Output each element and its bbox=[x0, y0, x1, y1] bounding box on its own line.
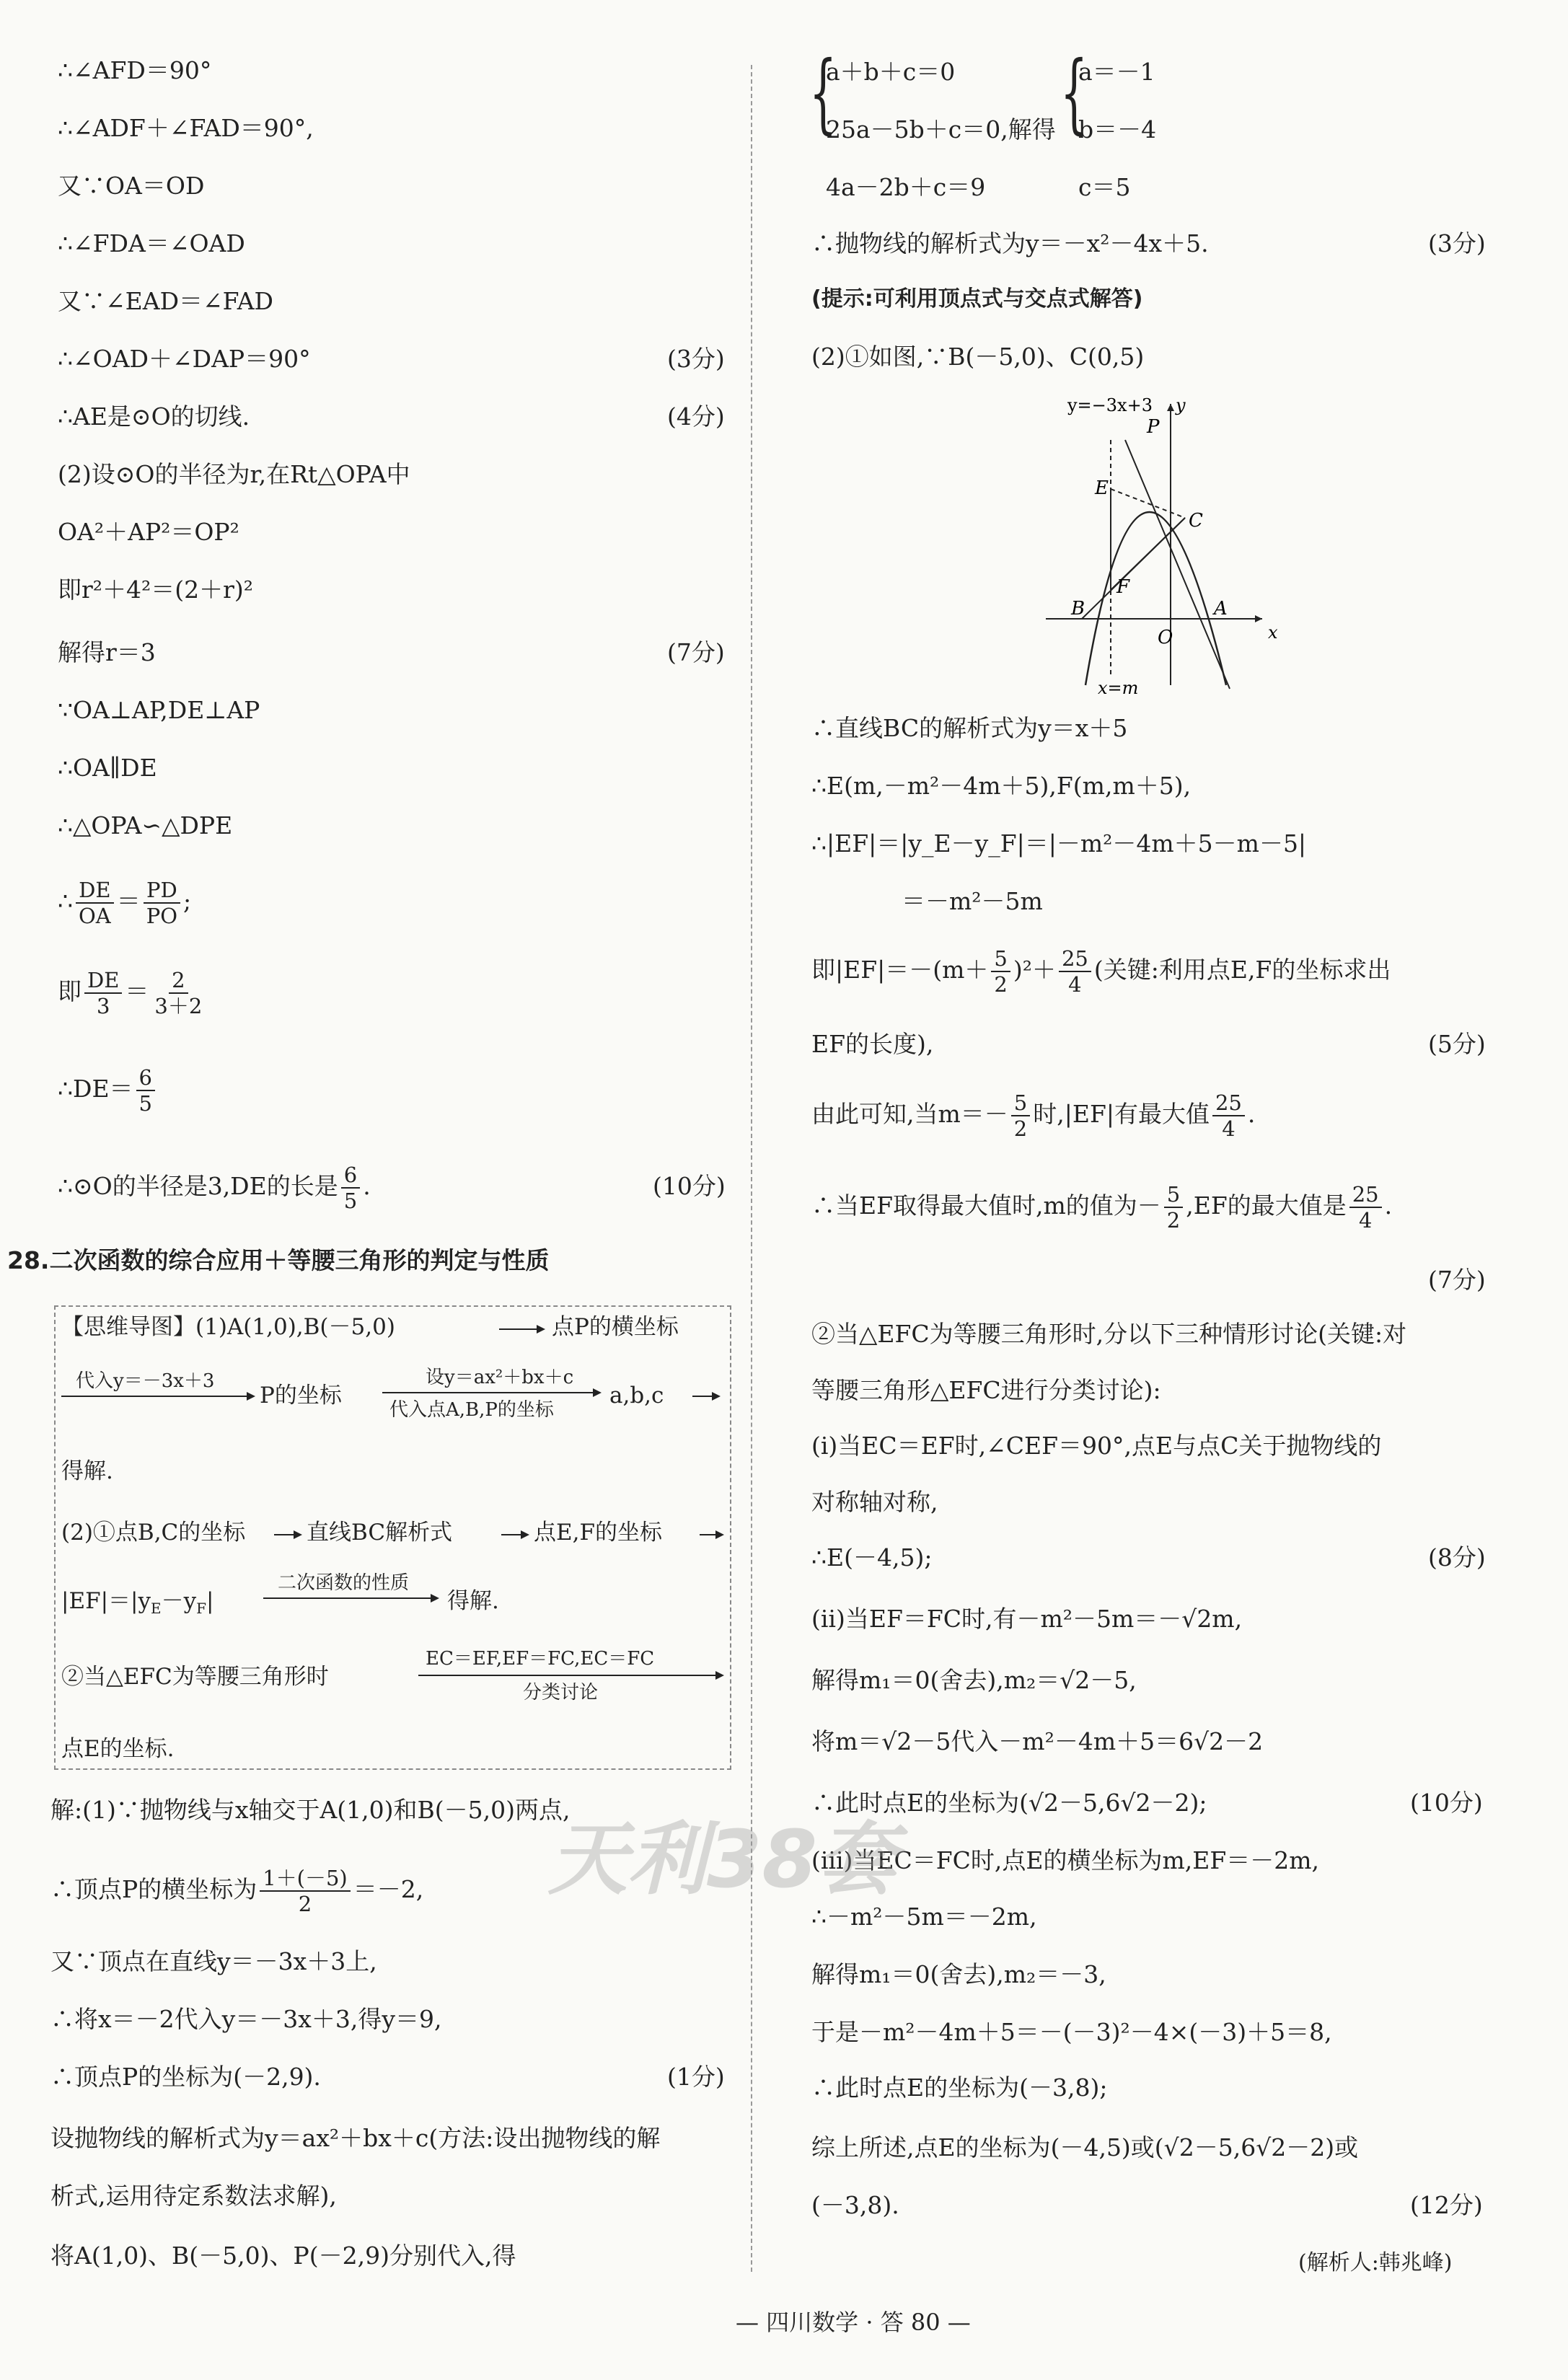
left-brace: { bbox=[1060, 43, 1088, 144]
solution-line: 析式,运用待定系数法求解), bbox=[50, 2182, 337, 2210]
solution-line: 解得m₁＝0(舍去),m₂＝－3, bbox=[811, 1960, 1106, 1988]
solution-line: 解得m₁＝0(舍去),m₂＝√2－5, bbox=[811, 1666, 1137, 1694]
point-E: E bbox=[1095, 477, 1109, 499]
proof-line-ratio: 即 $\frac{DE}{3}$ ＝ $\frac{2}{3+2}$ bbox=[58, 968, 203, 1018]
solution-line: ∴将x＝－2代入y＝－3x＋3,得y＝9, bbox=[50, 2005, 442, 2033]
solution-line: ∴顶点P的坐标为(－2,9). bbox=[50, 2063, 321, 2091]
mind-text: $|EF|=|y_E-y_F|$ bbox=[61, 1588, 214, 1618]
solution-line: ∴此时点E的坐标为(√2－5,6√2－2); bbox=[811, 1789, 1207, 1817]
proof-line-de: ∴DE＝ $\frac{6}{5}$ bbox=[58, 1060, 158, 1118]
solution-line: ∴此时点E的坐标为(－3,8); bbox=[811, 2073, 1108, 2102]
score-mark: (8分) bbox=[1428, 1543, 1486, 1572]
solution-line: ∴E(m,－m²－4m＋5),F(m,m＋5), bbox=[811, 772, 1192, 800]
score-mark: (7分) bbox=[1428, 1266, 1486, 1294]
solution-line: 将A(1,0)、B(－5,0)、P(－2,9)分别代入,得 bbox=[50, 2242, 516, 2270]
point-B: B bbox=[1071, 598, 1085, 620]
point-F: F bbox=[1116, 576, 1130, 598]
equation-line: a＋b＋c＝0 bbox=[826, 58, 956, 86]
solution-line: 设抛物线的解析式为y＝ax²＋bx＋c(方法:设出抛物线的解 bbox=[50, 2124, 661, 2152]
left-brace: { bbox=[809, 43, 837, 144]
xm-label: x=m bbox=[1098, 678, 1139, 698]
x-axis-label: x bbox=[1268, 622, 1278, 643]
watermark-logo: 天利38套 bbox=[548, 1813, 897, 1905]
arrow-label: EC＝EF,EF＝FC,EC＝FC bbox=[426, 1648, 655, 1670]
score-mark: (10分) bbox=[1410, 1789, 1483, 1817]
arrow-icon bbox=[61, 1396, 252, 1397]
solution-line: (ⅲ)当EC＝FC时,点E的横坐标为m,EF＝－2m, bbox=[811, 1846, 1320, 1874]
analyst-credit: (解析人:韩兆峰) bbox=[1298, 2250, 1453, 2275]
line-label: y=−3x+3 bbox=[1067, 395, 1153, 415]
solution-line: (ⅱ)当EF＝FC时,有－m²－5m＝－√2m, bbox=[811, 1605, 1243, 1633]
arrow-label: 代入y＝－3x＋3 bbox=[76, 1370, 215, 1392]
proof-line: ∴∠AFD＝90° bbox=[58, 56, 212, 84]
solution-line: (2)①如图,∵B(－5,0)、C(0,5) bbox=[811, 343, 1145, 371]
arrow-icon bbox=[700, 1534, 721, 1535]
score-mark: (12分) bbox=[1410, 2191, 1483, 2219]
proof-line: (2)设⊙O的半径为r,在Rt△OPA中 bbox=[58, 460, 410, 488]
proof-line: 又∵∠EAD＝∠FAD bbox=[58, 287, 273, 315]
solution-line: 由此可知,当m＝－ $\frac{5}{2}$ 时,|EF|有最大值 $\frac{25}{4}$ . bbox=[811, 1090, 1256, 1141]
arrow-icon bbox=[382, 1392, 599, 1393]
mind-text: (2)①点B,C的坐标 bbox=[61, 1520, 246, 1546]
point-A: A bbox=[1214, 598, 1228, 620]
mind-text: 点E的坐标. bbox=[61, 1736, 175, 1762]
mind-text: 点E,F的坐标 bbox=[534, 1520, 662, 1546]
solution-line: 于是－m²－4m＋5＝－(－3)²－4×(－3)＋5＝8, bbox=[811, 2018, 1332, 2046]
mind-text: 得解. bbox=[61, 1458, 113, 1484]
score-mark: (1分) bbox=[667, 2063, 725, 2091]
solution-line: ＝－m²－5m bbox=[902, 887, 1043, 915]
proof-line: ∴∠OAD＋∠DAP＝90° bbox=[58, 345, 311, 373]
solution-line: 对称轴对称, bbox=[811, 1488, 938, 1516]
mind-text: P的坐标 bbox=[260, 1383, 342, 1409]
mind-text: 直线BC解析式 bbox=[307, 1520, 453, 1546]
proof-line: 解得r＝3 bbox=[58, 638, 156, 666]
score-mark: (7分) bbox=[667, 638, 725, 666]
proof-line: ∴∠FDA＝∠OAD bbox=[58, 229, 245, 257]
equation-line: 4a－2b＋c＝9 bbox=[826, 173, 986, 201]
arrow-label: 代入点A,B,P的坐标 bbox=[389, 1399, 554, 1421]
proof-line: ∴△OPA∽△DPE bbox=[58, 811, 233, 839]
arrow-icon bbox=[499, 1328, 542, 1330]
page-footer: — 四川数学 · 答 80 — bbox=[736, 2309, 971, 2336]
solution-line: ∴－m²－5m＝－2m, bbox=[811, 1903, 1037, 1931]
proof-line: 又∵OA＝OD bbox=[58, 172, 205, 200]
solution-line: 等腰三角形△EFC进行分类讨论): bbox=[811, 1376, 1161, 1404]
solution-line: ∴E(－4,5); bbox=[811, 1543, 933, 1572]
question-28-title: 28.二次函数的综合应用＋等腰三角形的判定与性质 bbox=[7, 1246, 550, 1274]
mind-text: 得解. bbox=[447, 1588, 499, 1614]
solution-line: ∴当EF取得最大值时,m的值为－ $\frac{5}{2}$ ,EF的最大值是 $\frac{25}{4}$ . bbox=[811, 1182, 1393, 1233]
arrow-icon bbox=[418, 1675, 721, 1676]
point-O: O bbox=[1158, 627, 1173, 648]
solution-line: (－3,8). bbox=[811, 2191, 899, 2219]
parabola-figure bbox=[1039, 389, 1277, 700]
arrow-icon bbox=[501, 1534, 527, 1535]
proof-line: ∵OA⊥AP,DE⊥AP bbox=[58, 696, 260, 724]
equation-line: b＝－4 bbox=[1078, 115, 1157, 144]
equation-line: 25a－5b＋c＝0,解得 bbox=[826, 115, 1056, 144]
equation-line: c＝5 bbox=[1078, 173, 1131, 201]
solution-line: ∴顶点P的横坐标为 $\frac{1+(-5)}{2}$ ＝－2, bbox=[50, 1866, 424, 1916]
arrow-icon bbox=[692, 1396, 718, 1397]
score-mark: (10分) bbox=[653, 1172, 726, 1200]
proof-line-ratio: ∴ $\frac{DE}{OA}$ ＝ $\frac{PD}{PO}$ ; bbox=[58, 878, 192, 928]
solution-line: ②当△EFC为等腰三角形时,分以下三种情形讨论(关键:对 bbox=[811, 1320, 1407, 1348]
y-axis-label: y bbox=[1176, 395, 1186, 415]
solution-line: ∴|EF|＝|y_E－y_F|＝|－m²－4m＋5－m－5| bbox=[811, 829, 1307, 858]
solution-line: 将m＝√2－5代入－m²－4m＋5＝6√2－2 bbox=[811, 1727, 1264, 1755]
mind-text: a,b,c bbox=[609, 1383, 664, 1409]
score-mark: (3分) bbox=[1428, 229, 1486, 257]
proof-line: OA²＋AP²＝OP² bbox=[58, 518, 239, 546]
score-mark: (3分) bbox=[667, 345, 725, 373]
solution-line: ∴直线BC的解析式为y＝x＋5 bbox=[811, 714, 1128, 742]
arrow-icon bbox=[263, 1597, 436, 1599]
equation-line: a＝－1 bbox=[1078, 58, 1155, 86]
mind-text: 点P的横坐标 bbox=[552, 1314, 679, 1340]
mind-text: ②当△EFC为等腰三角形时 bbox=[61, 1664, 329, 1690]
arrow-label: 设y＝ax²＋bx＋c bbox=[426, 1367, 574, 1388]
column-divider bbox=[751, 65, 752, 2272]
solution-line: 即|EF|＝－(m＋ $\frac{5}{2}$ )²＋ $\frac{25}{4}$ (关键:利用点E,F的坐标求出 bbox=[811, 946, 1391, 997]
solution-line: 又∵顶点在直线y＝－3x＋3上, bbox=[50, 1947, 377, 1975]
arrow-icon bbox=[274, 1534, 299, 1535]
proof-line: ∴∠ADF＋∠FAD＝90°, bbox=[58, 114, 314, 142]
solution-line: 综上所述,点E的坐标为(－4,5)或(√2－5,6√2－2)或 bbox=[811, 2133, 1359, 2161]
point-P: P bbox=[1147, 416, 1160, 438]
point-C: C bbox=[1189, 510, 1203, 532]
solution-line: (ⅰ)当EC＝EF时,∠CEF＝90°,点E与点C关于抛物线的 bbox=[811, 1432, 1382, 1460]
solution-line: 解:(1)∵抛物线与x轴交于A(1,0)和B(－5,0)两点, bbox=[50, 1796, 571, 1824]
score-mark: (5分) bbox=[1428, 1030, 1486, 1058]
mind-line-1: 【思维导图】(1)A(1,0),B(－5,0) bbox=[61, 1314, 395, 1340]
arrow-label: 二次函数的性质 bbox=[278, 1572, 410, 1594]
proof-line-conclusion: ∴⊙O的半径是3,DE的长是 $\frac{6}{5}$ . bbox=[58, 1163, 371, 1213]
hint-line: (提示:可利用顶点式与交点式解答) bbox=[811, 286, 1143, 312]
arrow-label: 分类讨论 bbox=[523, 1682, 599, 1704]
solution-line: ∴抛物线的解析式为y＝－x²－4x＋5. bbox=[811, 229, 1209, 257]
proof-line: ∴AE是⊙O的切线. bbox=[58, 402, 250, 431]
proof-line: ∴OA∥DE bbox=[58, 754, 157, 782]
solution-line: EF的长度), bbox=[811, 1030, 934, 1058]
score-mark: (4分) bbox=[667, 402, 725, 431]
proof-line: 即r²＋4²＝(2＋r)² bbox=[58, 576, 253, 604]
